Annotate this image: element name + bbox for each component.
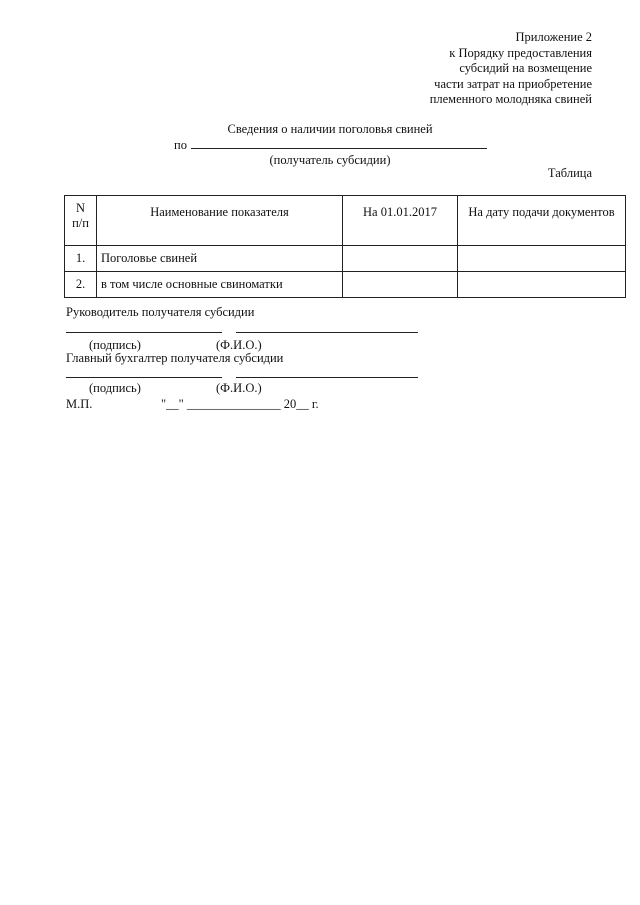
head-title: Руководитель получателя субсидии — [66, 305, 255, 319]
row-value-date-start[interactable] — [343, 272, 458, 298]
recipient-caption: (получатель субсидии) — [269, 153, 391, 167]
document-title: Сведения о наличии поголовья свиней — [227, 122, 433, 136]
appendix-line: Приложение 2 — [515, 30, 592, 44]
accountant-title: Главный бухгалтер получателя субсидии — [66, 351, 284, 365]
header-date-submission: На дату подачи документов — [458, 196, 626, 246]
row-indicator-name: в том числе основные свиноматки — [97, 272, 343, 298]
row-indicator-name: Поголовье свиней — [97, 246, 343, 272]
row-number: 1. — [65, 246, 97, 272]
table-header-row — [65, 196, 626, 246]
head-signature-line[interactable] — [66, 332, 222, 333]
head-signature-label: (подпись) — [89, 338, 141, 352]
table-caption: Таблица — [547, 166, 592, 180]
row-value-date-submission[interactable] — [458, 246, 626, 272]
indicators-table — [64, 195, 626, 298]
head-fio-label: (Ф.И.О.) — [216, 338, 262, 352]
recipient-prefix: по — [174, 138, 187, 152]
appendix-heading — [430, 30, 592, 108]
row-value-date-submission[interactable] — [458, 272, 626, 298]
accountant-fio-line[interactable] — [236, 377, 418, 378]
appendix-line: части затрат на приобретение — [434, 76, 592, 91]
appendix-line: к Порядку предоставления — [449, 45, 592, 60]
row-value-date-start[interactable] — [343, 246, 458, 272]
head-fio-line[interactable] — [236, 332, 418, 333]
recipient-blank[interactable] — [191, 138, 487, 149]
date-line[interactable]: "__" _______________ 20__ г. — [161, 397, 319, 411]
accountant-signature-line[interactable] — [66, 377, 222, 378]
appendix-line: племенного молодняка свиней — [429, 92, 592, 107]
table-row — [65, 272, 626, 298]
accountant-signature-label: (подпись) — [89, 381, 141, 395]
header-date-start: На 01.01.2017 — [343, 196, 458, 246]
recipient-line — [174, 138, 487, 153]
stamp-label: М.П. — [66, 397, 93, 411]
header-number: N п/п — [65, 196, 97, 246]
header-indicator-name: Наименование показателя — [97, 196, 343, 246]
row-number: 2. — [65, 272, 97, 298]
accountant-fio-label: (Ф.И.О.) — [216, 381, 262, 395]
appendix-line: субсидий на возмещение — [459, 61, 592, 76]
table-row — [65, 246, 626, 272]
